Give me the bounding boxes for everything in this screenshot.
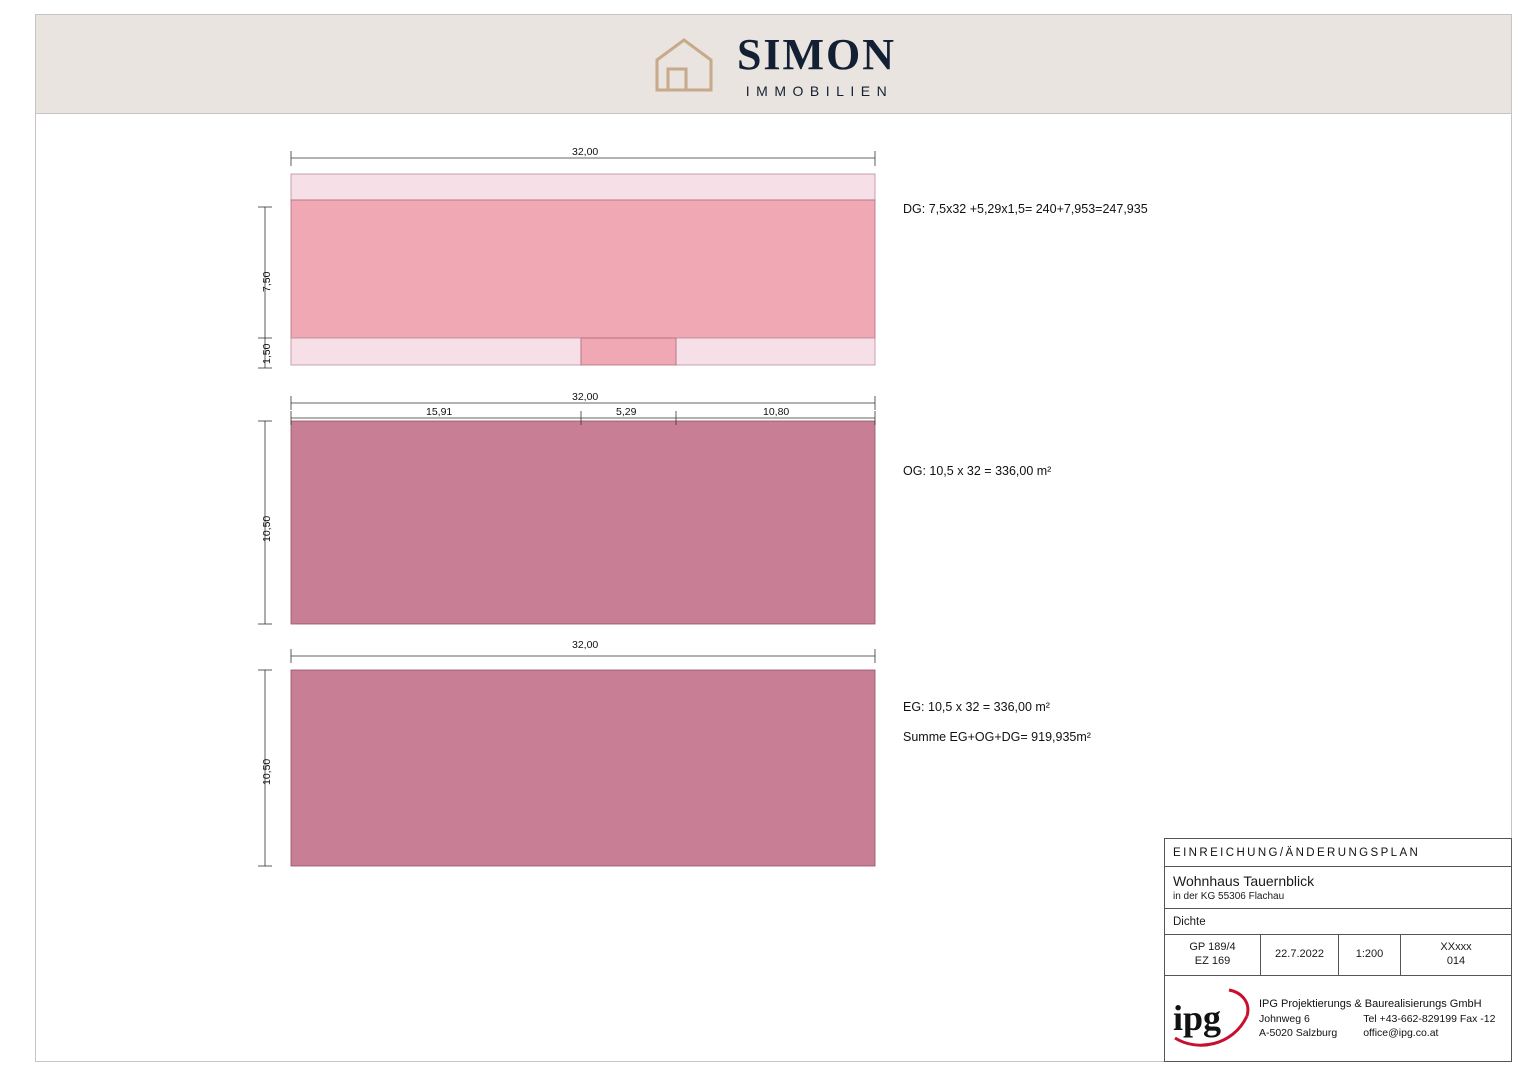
scale-cell: 1:200 bbox=[1339, 935, 1401, 975]
title-block-subject: Dichte bbox=[1165, 909, 1511, 935]
header-band bbox=[35, 14, 1512, 114]
dim-dg-height-main: 7,50 bbox=[261, 271, 273, 292]
parcel-line2: EZ 169 bbox=[1194, 955, 1231, 967]
plan-number-cell bbox=[1401, 935, 1511, 975]
plan-no-line2: 014 bbox=[1446, 955, 1466, 967]
annotation-og: OG: 10,5 x 32 = 336,00 m² bbox=[903, 464, 1052, 478]
ipg-logo-icon bbox=[1171, 986, 1255, 1052]
svg-text:ipg: ipg bbox=[1173, 998, 1222, 1038]
project-name: Wohnhaus Tauernblick bbox=[1173, 873, 1315, 889]
dim-og-seg-2: 5,29 bbox=[616, 406, 637, 418]
ipg-street: Johnweg 6 bbox=[1259, 1013, 1310, 1026]
dim-eg-width: 32,00 bbox=[572, 639, 599, 651]
ipg-city: A-5020 Salzburg bbox=[1259, 1027, 1338, 1040]
title-block bbox=[1164, 838, 1512, 1062]
brand-name: SIMON bbox=[736, 29, 897, 79]
title-block-heading: EINREICHUNG/ÄNDERUNGSPLAN bbox=[1165, 839, 1511, 867]
dim-eg-height: 10,50 bbox=[261, 758, 273, 785]
title-block-footer bbox=[1165, 976, 1511, 1062]
dim-dg-height-strip: 1,50 bbox=[261, 343, 273, 364]
date-cell: 22.7.2022 bbox=[1261, 935, 1339, 975]
title-block-project bbox=[1165, 867, 1511, 909]
ipg-company: IPG Projektierungs & Baurealisierungs GmbH bbox=[1259, 998, 1482, 1011]
plan-no-line1: XXxxx bbox=[1440, 941, 1472, 954]
dim-og-seg-1: 15,91 bbox=[426, 406, 453, 418]
brand-wordmark bbox=[736, 29, 897, 99]
annotation-eg: EG: 10,5 x 32 = 336,00 m² bbox=[903, 700, 1050, 714]
ipg-contact bbox=[1259, 997, 1495, 1040]
dim-og-height: 10,50 bbox=[261, 515, 273, 542]
dim-dg-width: 32,00 bbox=[572, 146, 599, 158]
dim-og-seg-3: 10,80 bbox=[763, 406, 790, 418]
parcel-line1: GP 189/4 bbox=[1189, 941, 1236, 954]
ipg-email: office@ipg.co.at bbox=[1363, 1027, 1439, 1040]
annotation-dg: DG: 7,5x32 +5,29x1,5= 240+7,953=247,935 bbox=[903, 202, 1148, 216]
brand-subtitle: IMMOBILIEN bbox=[745, 82, 894, 99]
annotation-summe: Summe EG+OG+DG= 919,935m² bbox=[903, 730, 1091, 744]
project-location: in der KG 55306 Flachau bbox=[1173, 891, 1285, 902]
title-block-data-row bbox=[1165, 935, 1511, 976]
brand-logo bbox=[36, 15, 1513, 115]
dim-og-width: 32,00 bbox=[572, 391, 599, 403]
parcel-cell bbox=[1165, 935, 1261, 975]
house-outline-icon bbox=[653, 36, 715, 94]
ipg-phone: Tel +43-662-829199 Fax -12 bbox=[1363, 1013, 1496, 1026]
